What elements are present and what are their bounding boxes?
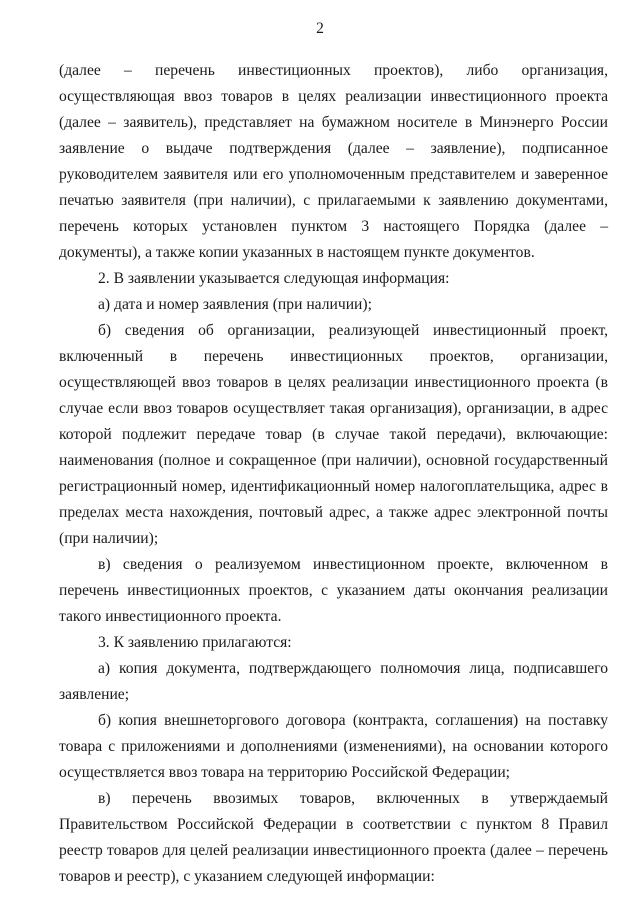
paragraph-item-2: 2. В заявлении указывается следующая информация: — [98, 270, 450, 287]
paragraph-item-3b: б) копия внешнеторгового договора (контракта, соглашения) на поставку товара с приложениями и дополнениями (изменениями), на основании которого осуществляется ввоз товара на территорию Российской Федерации; — [59, 712, 608, 781]
paragraph-continuation: (далее – перечень инвестиционных проектов), либо организация, осуществляющая ввоз товаров в целях реализации инвестиционного проекта (далее – заявитель), представляет на бумажном носителе в Минэнерго России заявление о выдаче подтверждения (далее – заявление), подписанное руководителем заявителя или его уполномоченным представителем и заверенное печатью заявителя (при наличии), с прилагаемыми к заявлению документами, перечень которых установлен пунктом 3 настоящего Порядка (далее – документы), а также копии указанных в настоящем пункте документов. — [59, 62, 608, 261]
page-number: 2 — [316, 20, 324, 37]
document-body — [59, 58, 608, 890]
paragraph-item-3: 3. К заявлению прилагаются: — [98, 634, 292, 651]
paragraph-item-3v: в) перечень ввозимых товаров, включенных в утверждаемый Правительством Российской Федерации в соответствии с пунктом 8 Правил реестр товаров для целей реализации инвестиционного проекта (далее – перечень товаров и реестр), с указанием следующей информации: — [59, 790, 608, 885]
paragraph-item-2b: б) сведения об организации, реализующей инвестиционный проект, включенный в перечень инвестиционных проектов, организации, осуществляющей ввоз товаров в целях реализации инвестиционного проекта (в случае если ввоз товаров осуществляет такая организация), организации, в адрес которой подлежит передаче товар (в случае такой передачи), включающие: наименования (полное и сокращенное (при наличии), основной государственный регистрационный номер, идентификационный номер налогоплательщика, адрес в пределах места нахождения, почтовый адрес, а также адрес электронной почты (при наличии); — [59, 322, 608, 547]
paragraph-item-2v: в) сведения о реализуемом инвестиционном проекте, включенном в перечень инвестиционных проектов, с указанием даты окончания реализации такого инвестиционного проекта. — [59, 556, 608, 625]
paragraph-item-3a: а) копия документа, подтверждающего полномочия лица, подписавшего заявление; — [59, 660, 608, 703]
paragraph-item-2a: а) дата и номер заявления (при наличии); — [98, 296, 372, 313]
